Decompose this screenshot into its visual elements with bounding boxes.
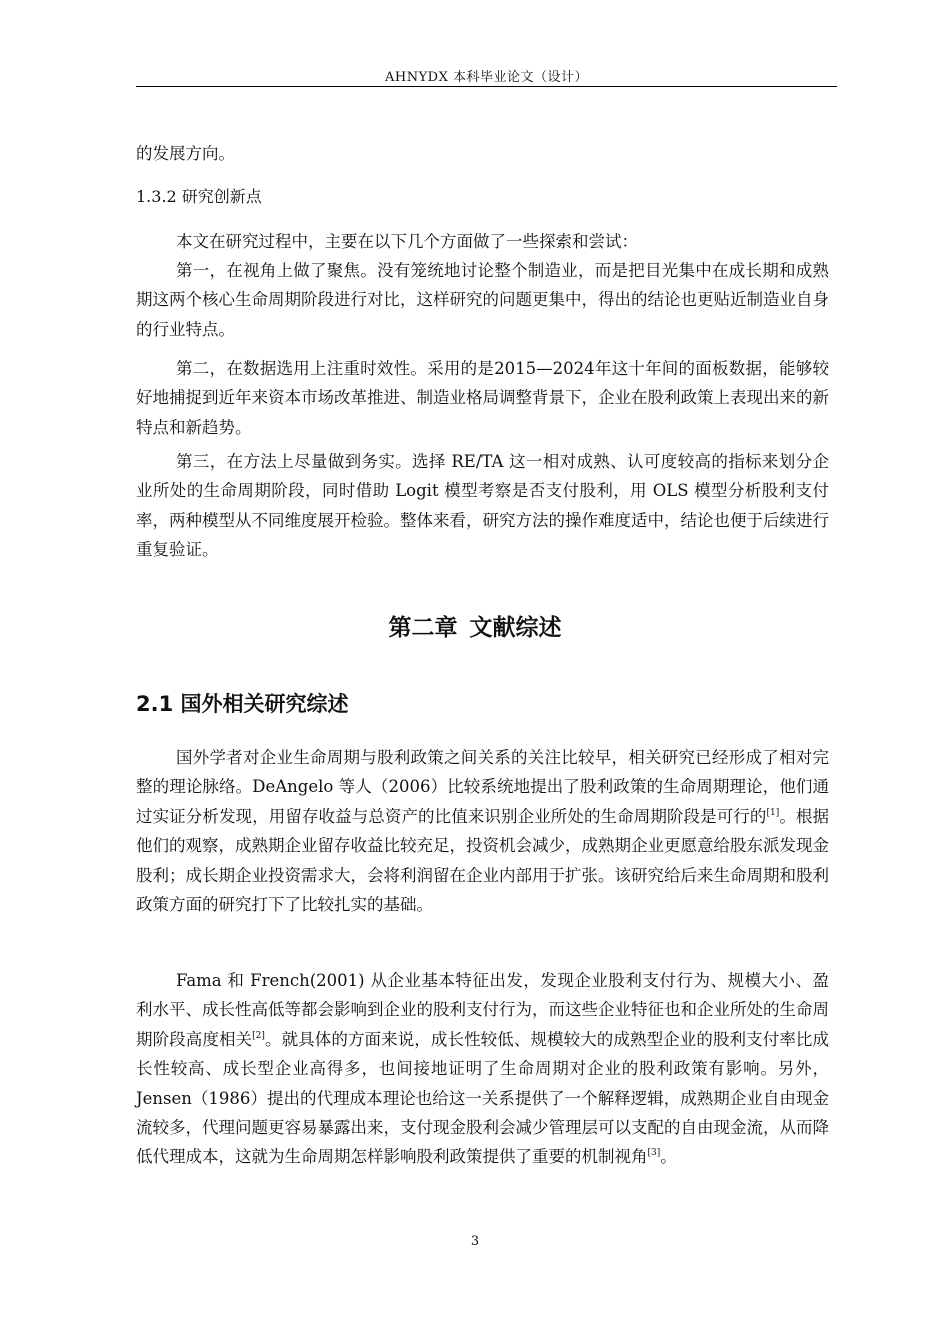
innovation-point-1: 第一，在视角上做了聚焦。没有笼统地讨论整个制造业，而是把目光集中在成长期和成熟期这两个核心生命周期阶段进行对比，这样研究的问题更集中，得出的结论也更贴近制造业自身的行业特点。 [136,261,829,339]
section-title: 2.1 国外相关研究综述 [136,692,349,716]
subsection-title: 1.3.2 研究创新点 [136,187,262,206]
paragraph-text: 。 [660,1147,677,1167]
header-rule [136,86,837,87]
paragraph-text: 国外学者对企业生命周期与股利政策之间关系的关注比较早，相关研究已经形成了相对完整的理论脉络。DeAngelo 等人（2006）比较系统地提出了股利政策的生命周期理论，他们通过实证分析发现，用留存收益与总资产的比值来识别企业所处的生命周期阶段是可行的 [136,748,829,826]
paragraph-text: 。就具体的方面来说，成长性较低、规模较大的成熟型企业的股利支付率比成长性较高、成长型企业高得多，也间接地证明了生命周期对企业的股利政策有影响。另外，Jensen（1986）提出的代理成本理论也给这一关系提供了一个解释逻辑，成熟期企业自由现金流较多，代理问题更容易暴露出来，支付现金股利会减少管理层可以支配的自由现金流，从而降低代理成本，这就为生命周期怎样影响股利政策提供了重要的机制视角 [136,1029,830,1167]
literature-paragraph-1 [136,743,829,919]
running-header: AHNYDX 本科毕业论文（设计） [385,70,588,85]
innovation-point-3: 第三，在方法上尽量做到务实。选择 RE/TA 这一相对成熟、认可度较高的指标来划分企业所处的生命周期阶段，同时借助 Logit 模型考察是否支付股利，用 OLS 模型分析股利支付率，两种模型从不同维度展开检验。整体来看，研究方法的操作难度适中，结论也便于后续进行重复验证。 [136,452,829,560]
paragraph-text: Fama 和 French(2001) 从企业基本特征出发，发现企业股利支付行为、规模大小、盈利水平、成长性高低等都会影响到企业的股利支付行为，而这些企业特征也和企业所处的生命周期阶段高度相关 [136,971,829,1049]
continued-line: 的发展方向。 [136,144,235,163]
citation: [2] [252,1030,265,1041]
page-number: 3 [470,1234,480,1249]
citation: [1] [766,807,780,818]
paragraph-text: 。根据他们的观察，成熟期企业留存收益比较充足，投资机会减少，成熟期企业更愿意给股东派发现金股利；成长期企业投资需求大，会将利润留在企业内部用于扩张。该研究给后来生命周期和股利政策方面的研究打下了比较扎实的基础。 [136,806,830,915]
citation: [3] [647,1148,661,1159]
intro-paragraph: 本文在研究过程中，主要在以下几个方面做了一些探索和尝试： [176,232,638,251]
chapter-title: 文献综述 [469,615,562,641]
literature-paragraph-2 [136,966,829,1172]
chapter-number: 第二章 [388,615,458,641]
innovation-point-2: 第二，在数据选用上注重时效性。采用的是2015—2024年这十年间的面板数据，能够较好地捕捉到近年来资本市场改革推进、制造业格局调整背景下，企业在股利政策上表现出来的新特点和新趋势。 [136,359,829,437]
chapter-heading [0,609,950,642]
